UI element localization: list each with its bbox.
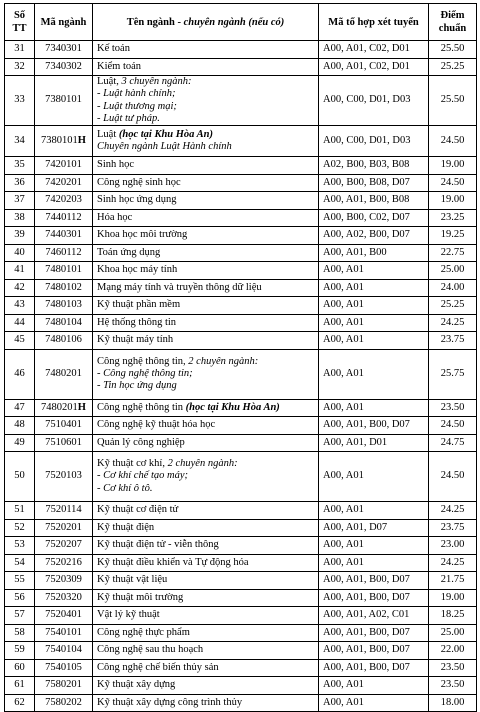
cell-stt: 43 <box>5 297 35 315</box>
code-value: 7480104 <box>45 316 82 328</box>
cell-combo: A00, A01 <box>319 262 429 280</box>
table-row <box>5 174 477 192</box>
code-value: 7520103 <box>45 470 82 482</box>
cell-score: 24.50 <box>429 452 477 502</box>
code-value: 7510401 <box>45 419 82 431</box>
cell-score: 23.50 <box>429 399 477 417</box>
name-main: Toán ứng dụng <box>97 246 161 258</box>
code-value: 7520320 <box>45 591 82 603</box>
cell-name <box>93 279 319 297</box>
cell-combo: A00, A01, C02, D01 <box>319 58 429 76</box>
cell-stt: 55 <box>5 572 35 590</box>
cell-stt: 45 <box>5 332 35 350</box>
cell-code <box>35 572 93 590</box>
cell-code <box>35 417 93 435</box>
cell-combo: A00, A01 <box>319 694 429 712</box>
cell-code <box>35 174 93 192</box>
cell-score: 24.50 <box>429 126 477 157</box>
cell-score: 22.00 <box>429 642 477 660</box>
code-value: 7540105 <box>45 661 82 673</box>
table-row <box>5 589 477 607</box>
cell-combo: A00, A01 <box>319 314 429 332</box>
cell-name <box>93 41 319 59</box>
table-row <box>5 332 477 350</box>
specialization-line: Chuyên ngành Luật Hành chính <box>97 141 232 152</box>
table-row <box>5 607 477 625</box>
cell-code <box>35 297 93 315</box>
cell-stt: 59 <box>5 642 35 660</box>
cell-name <box>93 642 319 660</box>
code-value: 7480101 <box>45 264 82 276</box>
cell-combo: A00, A01 <box>319 677 429 695</box>
cell-score: 24.25 <box>429 502 477 520</box>
name-main: Công nghệ chế biến thủy sản <box>97 661 219 673</box>
code-value: 7420101 <box>45 159 82 171</box>
name-main: Kỹ thuật điện tử - viễn thông <box>97 539 219 551</box>
cell-name <box>93 58 319 76</box>
code-value: 7340301 <box>45 43 82 55</box>
table-body <box>5 41 477 712</box>
code-suffix: H <box>77 134 86 146</box>
name-main: Hệ thống thông tin <box>97 316 177 328</box>
table-row <box>5 624 477 642</box>
cell-stt: 36 <box>5 174 35 192</box>
cell-code <box>35 262 93 280</box>
cell-name <box>93 452 319 502</box>
cell-code <box>35 589 93 607</box>
cell-name <box>93 349 319 399</box>
code-value: 7520201 <box>45 521 82 533</box>
cell-combo: A00, A01, B00, D07 <box>319 417 429 435</box>
cell-score: 19.25 <box>429 227 477 245</box>
cell-score: 24.75 <box>429 434 477 452</box>
code-value: 7480201 <box>41 401 78 413</box>
table-row <box>5 314 477 332</box>
cell-combo: A00, A02, B00, D07 <box>319 227 429 245</box>
cell-combo: A00, C00, D01, D03 <box>319 76 429 126</box>
table-row <box>5 554 477 572</box>
cell-stt: 34 <box>5 126 35 157</box>
header-stt: Số TT <box>5 4 35 41</box>
cell-combo: A00, A01 <box>319 332 429 350</box>
cell-stt: 52 <box>5 519 35 537</box>
cell-code <box>35 624 93 642</box>
cell-code <box>35 519 93 537</box>
table-row <box>5 349 477 399</box>
cell-score: 25.50 <box>429 41 477 59</box>
cell-code <box>35 41 93 59</box>
name-main: Kỹ thuật máy tính <box>97 334 174 346</box>
cell-code <box>35 434 93 452</box>
cell-name <box>93 332 319 350</box>
table-row <box>5 209 477 227</box>
cell-code <box>35 399 93 417</box>
cell-combo: A00, A01, B00, D07 <box>319 589 429 607</box>
cell-code <box>35 642 93 660</box>
table-row <box>5 417 477 435</box>
name-main: Công nghệ kỹ thuật hóa học <box>97 419 216 431</box>
table-row <box>5 297 477 315</box>
table-row <box>5 41 477 59</box>
header-code: Mã ngành <box>35 4 93 41</box>
cell-stt: 46 <box>5 349 35 399</box>
name-main: Công nghệ thực phẩm <box>97 626 190 638</box>
code-value: 7520309 <box>45 574 82 586</box>
name-main: Kỹ thuật xây dựng <box>97 679 176 691</box>
cell-score: 24.00 <box>429 279 477 297</box>
cell-score: 19.00 <box>429 157 477 175</box>
code-value: 7580202 <box>45 696 82 708</box>
cell-name <box>93 297 319 315</box>
cell-score: 21.75 <box>429 572 477 590</box>
cell-combo: A00, A01 <box>319 399 429 417</box>
cell-code <box>35 76 93 126</box>
table-row <box>5 642 477 660</box>
cell-combo: A00, A01 <box>319 297 429 315</box>
cell-combo: A00, A01, D07 <box>319 519 429 537</box>
code-value: 7440112 <box>45 211 82 223</box>
cell-code <box>35 694 93 712</box>
name-main: Công nghệ sau thu hoạch <box>97 644 204 656</box>
cell-name <box>93 677 319 695</box>
cell-score: 23.50 <box>429 659 477 677</box>
admission-score-table <box>4 3 477 712</box>
cell-combo: A00, A01 <box>319 502 429 520</box>
cell-stt: 61 <box>5 677 35 695</box>
header-score: Điểm chuẩn <box>429 4 477 41</box>
cell-code <box>35 607 93 625</box>
cell-stt: 32 <box>5 58 35 76</box>
cell-name <box>93 607 319 625</box>
cell-code <box>35 677 93 695</box>
cell-name <box>93 694 319 712</box>
code-value: 7480103 <box>45 299 82 311</box>
name-main: Luật <box>97 128 119 140</box>
cell-name <box>93 76 319 126</box>
cell-score: 24.25 <box>429 314 477 332</box>
name-main: Vật lý kỹ thuật <box>97 609 160 621</box>
name-italic: 2 chuyên ngành: <box>188 355 259 367</box>
cell-code <box>35 192 93 210</box>
table-row <box>5 434 477 452</box>
cell-name <box>93 502 319 520</box>
code-value: 7510601 <box>45 436 82 448</box>
specialization-line: - Công nghệ thông tin; <box>97 367 193 379</box>
cell-name <box>93 126 319 157</box>
code-value: 7520114 <box>45 504 82 516</box>
table-row <box>5 677 477 695</box>
name-main: Kỹ thuật điều khiển và Tự động hóa <box>97 556 249 568</box>
cell-stt: 31 <box>5 41 35 59</box>
cell-name <box>93 417 319 435</box>
cell-stt: 38 <box>5 209 35 227</box>
cell-stt: 57 <box>5 607 35 625</box>
code-value: 7380101 <box>41 134 78 146</box>
table-row <box>5 157 477 175</box>
cell-stt: 58 <box>5 624 35 642</box>
cell-combo: A00, A01 <box>319 554 429 572</box>
name-main: Kỹ thuật phần mềm <box>97 299 181 311</box>
cell-stt: 47 <box>5 399 35 417</box>
cell-score: 19.00 <box>429 192 477 210</box>
table-row <box>5 262 477 280</box>
name-main: Kế toán <box>97 43 130 55</box>
cell-score: 23.00 <box>429 537 477 555</box>
cell-stt: 37 <box>5 192 35 210</box>
cell-score: 18.00 <box>429 694 477 712</box>
table-row <box>5 694 477 712</box>
cell-code <box>35 314 93 332</box>
cell-score: 23.75 <box>429 332 477 350</box>
cell-combo: A00, B00, B08, D07 <box>319 174 429 192</box>
cell-code <box>35 349 93 399</box>
table-row <box>5 227 477 245</box>
code-value: 7480102 <box>45 281 82 293</box>
cell-score: 22.75 <box>429 244 477 262</box>
specialization-line: - Luật thương mại; <box>97 100 177 112</box>
cell-stt: 35 <box>5 157 35 175</box>
cell-score: 24.50 <box>429 174 477 192</box>
cell-name <box>93 572 319 590</box>
name-main: Kỹ thuật cơ khí, <box>97 458 168 470</box>
cell-score: 25.75 <box>429 349 477 399</box>
table-row <box>5 126 477 157</box>
cell-name <box>93 659 319 677</box>
name-main: Kỹ thuật vật liệu <box>97 574 168 586</box>
table-row <box>5 659 477 677</box>
cell-name <box>93 519 319 537</box>
cell-combo: A00, A01, B00 <box>319 244 429 262</box>
cell-name <box>93 314 319 332</box>
header-name: Tên ngành - chuyên ngành (nếu có) <box>93 4 319 41</box>
cell-stt: 62 <box>5 694 35 712</box>
cell-code <box>35 244 93 262</box>
cell-combo: A00, B00, C02, D07 <box>319 209 429 227</box>
cell-stt: 54 <box>5 554 35 572</box>
name-main: Công nghệ thông tin, <box>97 355 189 367</box>
cell-score: 25.00 <box>429 624 477 642</box>
name-main: Sinh học <box>97 159 135 171</box>
specialization-line: - Tin học ứng dụng <box>97 380 177 392</box>
name-main: Kỹ thuật điện <box>97 521 155 533</box>
cell-stt: 60 <box>5 659 35 677</box>
cell-score: 25.25 <box>429 58 477 76</box>
name-italic: 3 chuyên ngành: <box>121 76 192 88</box>
cell-score: 24.25 <box>429 554 477 572</box>
code-value: 7440301 <box>45 229 82 241</box>
cell-name <box>93 434 319 452</box>
cell-code <box>35 554 93 572</box>
code-value: 7380101 <box>45 94 82 106</box>
cell-combo: A00, A01 <box>319 279 429 297</box>
cell-name <box>93 624 319 642</box>
table-row <box>5 519 477 537</box>
cell-code <box>35 227 93 245</box>
specialization-line: - Luật tư pháp. <box>97 112 160 124</box>
cell-code <box>35 332 93 350</box>
cell-combo: A00, A01, D01 <box>319 434 429 452</box>
cell-score: 23.50 <box>429 677 477 695</box>
table-row <box>5 399 477 417</box>
cell-name <box>93 244 319 262</box>
header-combo: Mã tổ hợp xét tuyển <box>319 4 429 41</box>
name-main: Luật, <box>97 76 122 88</box>
cell-stt: 49 <box>5 434 35 452</box>
cell-name <box>93 192 319 210</box>
cell-score: 18.25 <box>429 607 477 625</box>
cell-stt: 40 <box>5 244 35 262</box>
cell-combo: A00, A01, B00, B08 <box>319 192 429 210</box>
cell-name <box>93 537 319 555</box>
cell-name <box>93 399 319 417</box>
name-main: Kỹ thuật môi trường <box>97 591 184 603</box>
cell-combo: A00, A01, B00, D07 <box>319 624 429 642</box>
cell-name <box>93 209 319 227</box>
name-main: Khoa học máy tính <box>97 264 178 276</box>
cell-code <box>35 502 93 520</box>
cell-combo: A00, A01, B00, D07 <box>319 572 429 590</box>
code-value: 7540104 <box>45 644 82 656</box>
cell-stt: 53 <box>5 537 35 555</box>
table-header-row <box>5 4 477 41</box>
cell-code <box>35 157 93 175</box>
cell-combo: A02, B00, B03, B08 <box>319 157 429 175</box>
cell-stt: 41 <box>5 262 35 280</box>
name-main: Kỹ thuật cơ điện tử <box>97 504 179 516</box>
name-main: Khoa học môi trường <box>97 229 188 241</box>
cell-code <box>35 452 93 502</box>
name-main: Kiểm toán <box>97 60 142 72</box>
cell-combo: A00, A01, C02, D01 <box>319 41 429 59</box>
table-row <box>5 452 477 502</box>
cell-code <box>35 537 93 555</box>
cell-name <box>93 157 319 175</box>
name-main: Hóa học <box>97 211 133 223</box>
table-row <box>5 58 477 76</box>
cell-score: 25.25 <box>429 297 477 315</box>
table-row <box>5 502 477 520</box>
cell-code <box>35 209 93 227</box>
name-campus: (học tại Khu Hòa An) <box>118 128 214 140</box>
table-row <box>5 537 477 555</box>
code-value: 7420203 <box>45 194 82 206</box>
code-value: 7480106 <box>45 334 82 346</box>
code-value: 7580201 <box>45 679 82 691</box>
code-value: 7460112 <box>45 246 82 258</box>
cell-score: 23.25 <box>429 209 477 227</box>
cell-score: 19.00 <box>429 589 477 607</box>
cell-name <box>93 262 319 280</box>
cell-stt: 44 <box>5 314 35 332</box>
cell-code <box>35 58 93 76</box>
cell-stt: 33 <box>5 76 35 126</box>
cell-code <box>35 659 93 677</box>
cell-name <box>93 589 319 607</box>
cell-stt: 56 <box>5 589 35 607</box>
specialization-line: - Luật hành chính; <box>97 88 176 100</box>
cell-combo: A00, C00, D01, D03 <box>319 126 429 157</box>
cell-name <box>93 227 319 245</box>
cell-stt: 50 <box>5 452 35 502</box>
code-value: 7480201 <box>45 367 82 379</box>
name-main: Công nghệ sinh học <box>97 176 181 188</box>
cell-code <box>35 279 93 297</box>
code-value: 7420201 <box>45 176 82 188</box>
code-value: 7340302 <box>45 60 82 72</box>
name-main: Mạng máy tính và truyền thông dữ liệu <box>97 281 262 293</box>
name-main: Kỹ thuật xây dựng công trình thủy <box>97 696 243 708</box>
table-row <box>5 279 477 297</box>
cell-stt: 48 <box>5 417 35 435</box>
cell-score: 25.00 <box>429 262 477 280</box>
cell-stt: 51 <box>5 502 35 520</box>
table-row <box>5 572 477 590</box>
code-value: 7540101 <box>45 626 82 638</box>
cell-name <box>93 174 319 192</box>
name-main: Công nghệ thông tin <box>97 401 186 413</box>
specialization-line: - Cơ khí ô tô. <box>97 482 153 494</box>
cell-score: 23.75 <box>429 519 477 537</box>
cell-name <box>93 554 319 572</box>
cell-stt: 42 <box>5 279 35 297</box>
name-campus: (học tại Khu Hòa An) <box>185 401 280 413</box>
table-row <box>5 244 477 262</box>
code-value: 7520401 <box>45 609 82 621</box>
cell-combo: A00, A01 <box>319 452 429 502</box>
name-italic: 2 chuyên ngành: <box>167 458 238 470</box>
cell-stt: 39 <box>5 227 35 245</box>
cell-score: 25.50 <box>429 76 477 126</box>
cell-combo: A00, A01 <box>319 537 429 555</box>
name-main: Sinh học ứng dụng <box>97 194 177 206</box>
cell-score: 24.50 <box>429 417 477 435</box>
code-value: 7520207 <box>45 539 82 551</box>
specialization-line: - Cơ khí chế tạo máy; <box>97 470 189 482</box>
cell-combo: A00, A01, B00, D07 <box>319 659 429 677</box>
cell-combo: A00, A01, B00, D07 <box>319 642 429 660</box>
table-row <box>5 192 477 210</box>
name-main: Quản lý công nghiệp <box>97 436 185 448</box>
code-suffix: H <box>77 401 86 413</box>
code-value: 7520216 <box>45 556 82 568</box>
cell-code <box>35 126 93 157</box>
cell-combo: A00, A01, A02, C01 <box>319 607 429 625</box>
cell-combo: A00, A01 <box>319 349 429 399</box>
table-row <box>5 76 477 126</box>
